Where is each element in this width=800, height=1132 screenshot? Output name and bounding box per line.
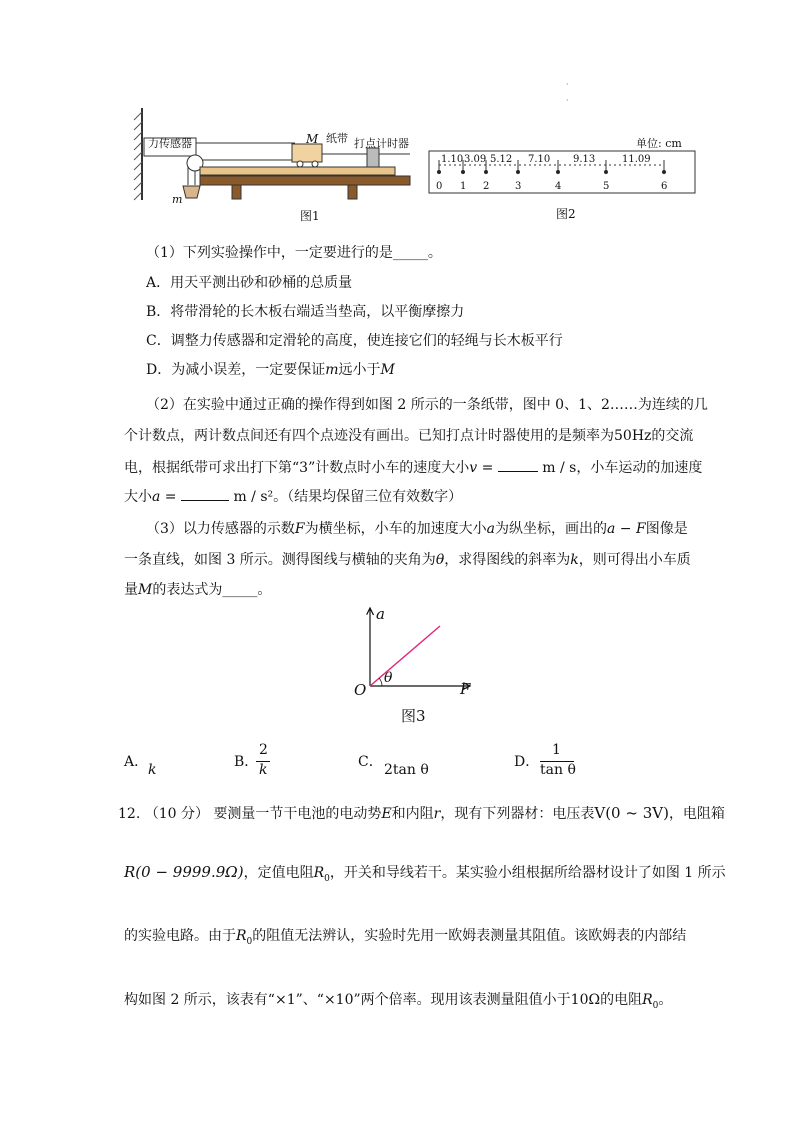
point-label: 6 — [661, 181, 668, 192]
q12-line1: 12. （10 分） 要测量一节干电池的电动势E和内阻r，现有下列器材：电压表V(0 ~ 3V)，电阻箱 — [118, 804, 725, 822]
point-label: 2 — [483, 181, 490, 192]
q2-line2: 个计数点，两计数点间还有四个点迹没有画出。已知打点计时器使用的是频率为50Hz的交流 — [124, 428, 694, 444]
point-label: 4 — [555, 181, 562, 192]
figure3-caption: 图3 — [401, 707, 426, 725]
origin-label: O — [354, 681, 367, 699]
y-axis-label: a — [376, 605, 385, 623]
x-axis-label: F — [460, 680, 471, 698]
q12-line4: 构如图 2 所示，该表有“×1”、“×10”两个倍率。现用该表测量阻值小于10Ω的电阻$R_0$。 — [124, 992, 673, 1011]
q3-line3: 量M的表达式为_____。 — [124, 582, 272, 598]
segment-3-4: 7.10 — [528, 154, 551, 165]
q3-option-d-letter: D． — [514, 754, 540, 770]
stray-mark: · — [566, 96, 569, 105]
q2-line1: （2）在实验中通过正确的操作得到如图 2 所示的一条纸带，图中 0、1、2……为连续的几 — [146, 397, 708, 413]
q1-option-b: B．将带滑轮的长木板右端适当垫高，以平衡摩擦力 — [146, 304, 465, 320]
q2-line3: 电，根据纸带可求出打下第“3”计数点时小车的速度大小v = m / s，小车运动的加速度 — [124, 460, 703, 476]
point-label: 3 — [515, 181, 522, 192]
q3-option-a-letter: A． — [124, 754, 149, 770]
q3-option-c-expr: 2tan θ — [384, 762, 429, 778]
question-number: 12. — [118, 806, 141, 822]
segment-0-1: 1.10 — [441, 154, 464, 165]
q2-line4: 大小a = m / s²。（结果均保留三位有效数字） — [124, 489, 463, 505]
segment-2-3: 5.12 — [490, 154, 513, 165]
segment-1-2: 3.09 — [464, 154, 487, 165]
q3-option-c-letter: C． — [358, 754, 383, 770]
q3-option-b-num: 2 — [259, 742, 268, 758]
figure1-apparatus — [120, 100, 420, 240]
angle-label: θ — [384, 670, 393, 686]
q3-option-a-expr: k — [148, 762, 157, 778]
stray-mark: · — [566, 80, 569, 89]
q3-line2: 一条直线，如图 3 所示。测得图线与横轴的夹角为θ，求得图线的斜率为k，则可得出小车质 — [124, 552, 691, 568]
force-sensor-label: 力传感器 — [148, 137, 192, 150]
point-label: 5 — [603, 181, 610, 192]
q1-option-c: C．调整力传感器和定滑轮的高度，使连接它们的轻绳与长木板平行 — [146, 333, 563, 349]
acceleration-answer-blank[interactable] — [181, 500, 229, 501]
q3-option-d-num: 1 — [552, 742, 561, 758]
q12-line2: R(0 − 9999.9Ω)，定值电阻$R_0$，开关和导线若干。某实验小组根据所给器材设计了如图 1 所示 — [124, 863, 726, 884]
timer-label: 打点计时器 — [354, 137, 409, 150]
segment-5-6: 11.09 — [622, 154, 651, 165]
angle-arc — [379, 678, 382, 686]
q1-option-d: D．为减小误差，一定要保证m远小于M — [146, 362, 395, 378]
cart-mass-label: M — [306, 132, 319, 146]
paper-tape-label: 纸带 — [326, 132, 348, 145]
point-label: 0 — [436, 181, 443, 192]
q1-stem: （1）下列实验操作中，一定要进行的是_____。 — [146, 245, 442, 261]
segment-4-5: 9.13 — [573, 154, 596, 165]
q3-option-b-den: k — [259, 762, 268, 778]
a-f-line — [370, 626, 440, 686]
q12-line3: 的实验电路。由于$R_0$的阻值无法辨认，实验时先用一欧姆表测量其阻值。该欧姆表的内部结 — [124, 928, 687, 947]
point-label: 1 — [460, 181, 467, 192]
hanger-mass-label: m — [172, 193, 183, 206]
q3-option-d-den: tan θ — [540, 762, 576, 778]
velocity-answer-blank[interactable] — [498, 471, 538, 472]
unit-label: 单位: cm — [636, 137, 682, 150]
q1-option-a: A．用天平测出砂和砂桶的总质量 — [146, 275, 353, 291]
figure2-caption: 图2 — [556, 207, 576, 221]
figure1-caption: 图1 — [300, 209, 320, 223]
q3-option-b-letter: B． — [234, 754, 259, 770]
q3-line1: （3）以力传感器的示数F为横坐标，小车的加速度大小a为纵坐标，画出的a − F图像是 — [146, 521, 688, 537]
